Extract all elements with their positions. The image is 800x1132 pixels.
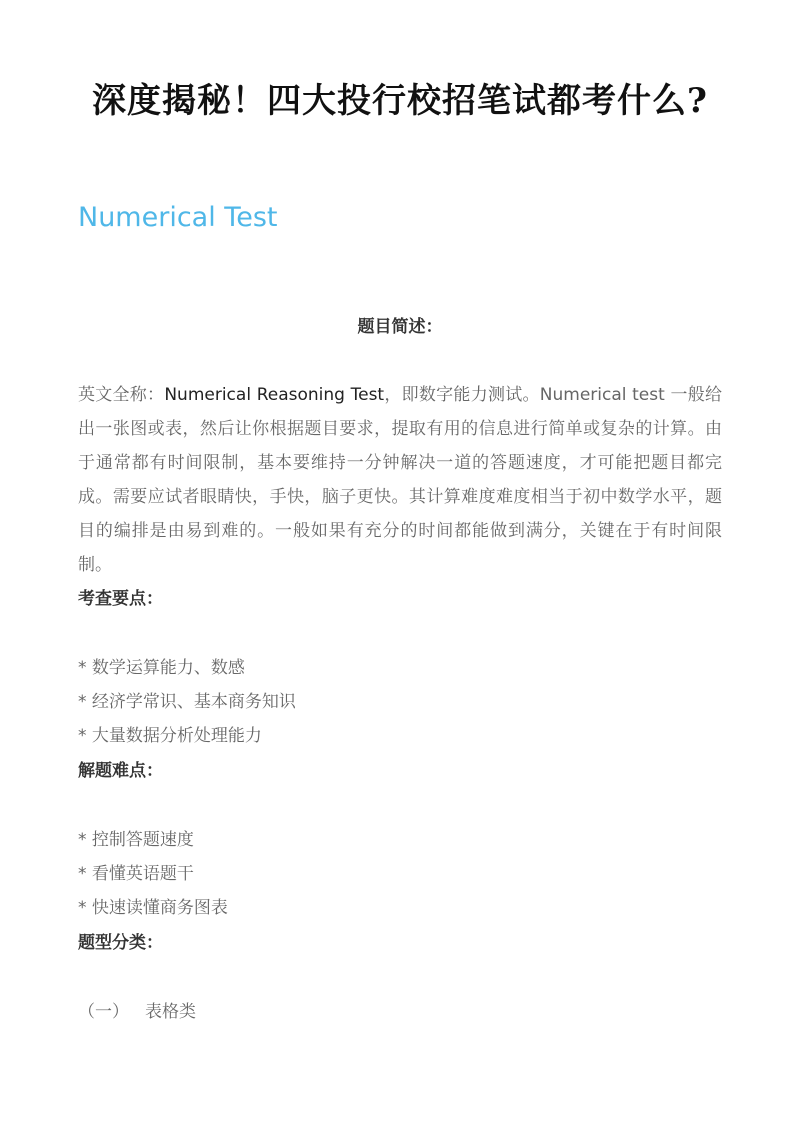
difficulties-label: 解题难点：: [78, 761, 163, 781]
list-item: * 控制答题速度: [78, 830, 194, 850]
sub-heading-summary: 题目简述：: [357, 317, 443, 337]
key-points-list: [78, 651, 296, 753]
difficulties-list: [78, 823, 228, 925]
category-number: （一）: [78, 1002, 129, 1022]
key-points-label: 考查要点：: [78, 589, 163, 609]
list-item: * 大量数据分析处理能力: [78, 726, 262, 746]
category-table-type: [78, 998, 196, 1026]
category-name: 表格类: [145, 1002, 196, 1022]
list-item: * 数学运算能力、数感: [78, 658, 245, 678]
list-item: * 快速读懂商务图表: [78, 898, 228, 918]
intro-full-name: Numerical Reasoning Test: [164, 385, 385, 405]
page-title: 深度揭秘！四大投行校招笔试都考什么?: [92, 81, 708, 121]
intro-body: ，即数字能力测试。Numerical test 一般给出一张图或表，然后让你根据题目要求，提取有用的信息进行简单或复杂的计算。由于通常都有时间限制，基本要维持一分钟解决一道的答题速度，才可能把题目都完成。需要应试者眼睛快，手快，脑子更快。其计算难度难度相当于初中数学水平，题目的编排是由易到难的。一般如果有充分的时间都能做到满分，关键在于有时间限制。: [78, 385, 722, 575]
question-types-label: 题型分类：: [78, 933, 163, 953]
section-heading-numerical-test: Numerical Test: [78, 202, 278, 233]
list-item: * 看懂英语题干: [78, 864, 194, 884]
list-item: * 经济学常识、基本商务知识: [78, 692, 296, 712]
intro-paragraph: [78, 378, 722, 582]
intro-prefix: 英文全称：: [78, 385, 165, 405]
